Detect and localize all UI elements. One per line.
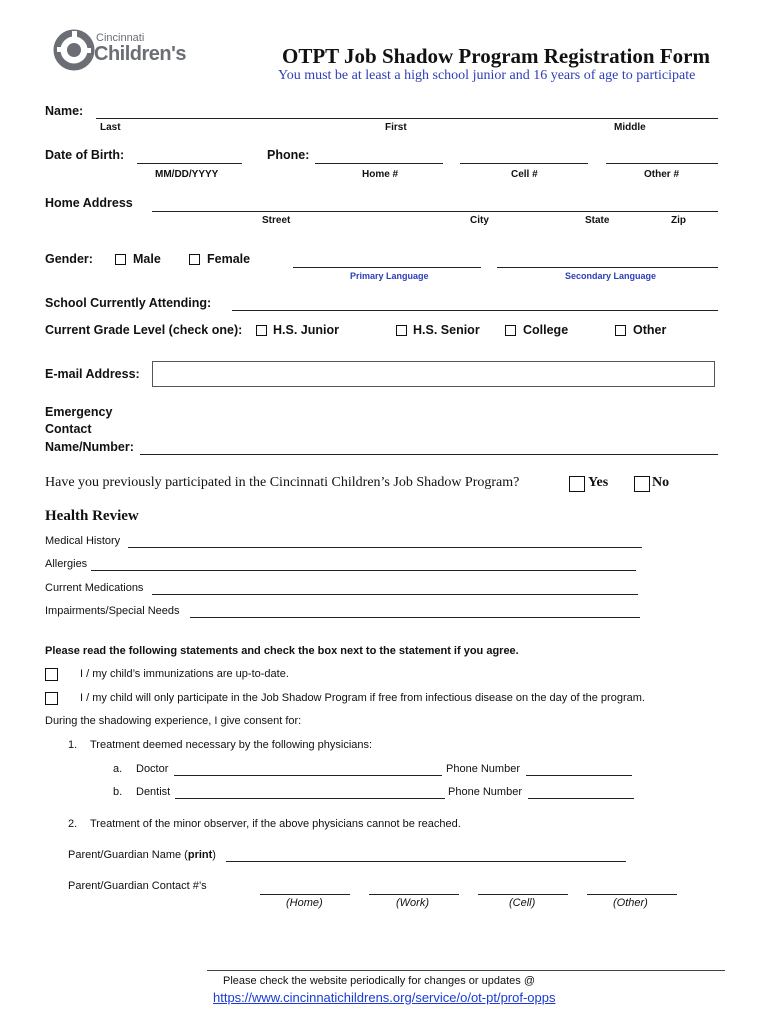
primary-language-field[interactable] — [293, 267, 481, 268]
guardian-name-field[interactable] — [226, 861, 626, 862]
female-label: Female — [207, 252, 251, 266]
doctor-phone-label: Phone Number — [446, 763, 520, 775]
consent-intro: During the shadowing experience, I give consent for: — [45, 715, 302, 727]
infectious-checkbox[interactable] — [45, 692, 58, 705]
statement-2: I / my child will only participate in the Job Shadow Program if free from infectious disease on the day of the program. — [80, 692, 645, 704]
name-label: Name: — [45, 104, 84, 118]
previous-question: Have you previously participated in the Cincinnati Children’s Job Shadow Program? — [45, 475, 520, 490]
gender-label: Gender: — [45, 252, 93, 266]
college-label: College — [523, 323, 569, 337]
footer-divider — [207, 970, 725, 971]
phone-home-field[interactable] — [315, 163, 443, 164]
yes-checkbox[interactable] — [569, 476, 585, 492]
address-label: Home Address — [45, 196, 133, 210]
phone-label: Phone: — [267, 148, 310, 162]
emergency-line1: Emergency — [45, 405, 113, 419]
page-title: OTPT Job Shadow Program Registration Form — [282, 44, 710, 68]
logo-line1: Cincinnati — [96, 32, 145, 44]
first-caption: First — [385, 122, 407, 133]
logo-mark-icon — [52, 26, 96, 72]
state-caption: State — [585, 215, 610, 226]
item2-number: 2. — [68, 818, 78, 830]
yes-label: Yes — [588, 475, 609, 490]
male-checkbox[interactable] — [115, 254, 126, 265]
city-caption: City — [470, 215, 489, 226]
last-caption: Last — [100, 122, 121, 133]
guardian-home-caption: (Home) — [286, 897, 323, 909]
dob-field[interactable] — [137, 163, 242, 164]
female-checkbox[interactable] — [189, 254, 200, 265]
guardian-cell-field[interactable] — [478, 894, 568, 895]
guardian-home-field[interactable] — [260, 894, 350, 895]
other-grade-label: Other — [633, 323, 667, 337]
dentist-field[interactable] — [175, 798, 445, 799]
junior-label: H.S. Junior — [273, 323, 339, 337]
male-label: Male — [133, 252, 161, 266]
statements-intro: Please read the following statements and check the box next to the statement if you agree. — [45, 645, 519, 657]
zip-caption: Zip — [671, 215, 686, 226]
dob-label: Date of Birth: — [45, 148, 125, 162]
guardian-name-label — [68, 849, 216, 861]
logo-line2: Children's — [94, 43, 186, 65]
grade-label: Current Grade Level (check one): — [45, 323, 243, 337]
dob-caption: MM/DD/YYYY — [155, 169, 219, 180]
health-title: Health Review — [45, 508, 139, 524]
guardian-cell-caption: (Cell) — [509, 897, 536, 909]
street-caption: Street — [262, 215, 291, 226]
item1-number: 1. — [68, 739, 78, 751]
immunization-checkbox[interactable] — [45, 668, 58, 681]
no-label: No — [652, 475, 670, 490]
address-field[interactable] — [152, 211, 718, 212]
senior-label: H.S. Senior — [413, 323, 480, 337]
phone-cell-field[interactable] — [460, 163, 588, 164]
school-field[interactable] — [232, 310, 718, 311]
item-a-label: a. — [113, 763, 123, 775]
emergency-line3: Name/Number: — [45, 440, 134, 454]
doctor-field[interactable] — [174, 775, 442, 776]
guardian-contact-label: Parent/Guardian Contact #’s — [68, 880, 207, 892]
phone-other-field[interactable] — [606, 163, 718, 164]
dentist-label: Dentist — [136, 786, 171, 798]
item2-text: Treatment of the minor observer, if the above physicians cannot be reached. — [90, 818, 461, 830]
guardian-work-caption: (Work) — [396, 897, 429, 909]
other-caption: Other # — [644, 169, 680, 180]
home-caption: Home # — [362, 169, 399, 180]
email-label: E-mail Address: — [45, 367, 140, 381]
dentist-phone-field[interactable] — [528, 798, 634, 799]
emergency-field[interactable] — [140, 454, 718, 455]
item-b-label: b. — [113, 786, 123, 798]
page-subtitle: You must be at least a high school junior and 16 years of age to participate — [278, 68, 696, 83]
medical-history-label: Medical History — [45, 535, 121, 547]
primary-language-caption: Primary Language — [350, 271, 429, 281]
impairments-field[interactable] — [190, 617, 640, 618]
footer-note: Please check the website periodically for changes or updates @ — [223, 975, 536, 987]
doctor-phone-field[interactable] — [526, 775, 632, 776]
guardian-name-post: ) — [212, 849, 216, 861]
secondary-language-field[interactable] — [497, 267, 718, 268]
impairments-label: Impairments/Special Needs — [45, 605, 180, 617]
item1-text: Treatment deemed necessary by the following physicians: — [90, 739, 373, 751]
doctor-label: Doctor — [136, 763, 169, 775]
junior-checkbox[interactable] — [256, 325, 267, 336]
middle-caption: Middle — [614, 122, 646, 133]
dentist-phone-label: Phone Number — [448, 786, 522, 798]
allergies-field[interactable] — [91, 570, 636, 571]
emergency-line2: Contact — [45, 422, 92, 436]
guardian-name-bold: print — [187, 849, 213, 861]
senior-checkbox[interactable] — [396, 325, 407, 336]
medications-field[interactable] — [152, 594, 638, 595]
logo — [52, 26, 186, 72]
guardian-name-pre: Parent/Guardian Name ( — [68, 849, 188, 861]
allergies-label: Allergies — [45, 558, 88, 570]
no-checkbox[interactable] — [634, 476, 650, 492]
statement-1: I / my child’s immunizations are up-to-date. — [80, 668, 289, 680]
guardian-work-field[interactable] — [369, 894, 459, 895]
name-field[interactable] — [96, 118, 718, 119]
other-grade-checkbox[interactable] — [615, 325, 626, 336]
footer-link[interactable]: https://www.cincinnatichildrens.org/service/o/ot-pt/prof-opps — [213, 990, 556, 1005]
college-checkbox[interactable] — [505, 325, 516, 336]
guardian-other-caption: (Other) — [613, 897, 648, 909]
medications-label: Current Medications — [45, 582, 144, 594]
email-input[interactable] — [152, 361, 715, 387]
guardian-other-field[interactable] — [587, 894, 677, 895]
school-label: School Currently Attending: — [45, 296, 212, 310]
cell-caption: Cell # — [511, 169, 538, 180]
medical-history-field[interactable] — [128, 547, 642, 548]
secondary-language-caption: Secondary Language — [565, 271, 657, 281]
